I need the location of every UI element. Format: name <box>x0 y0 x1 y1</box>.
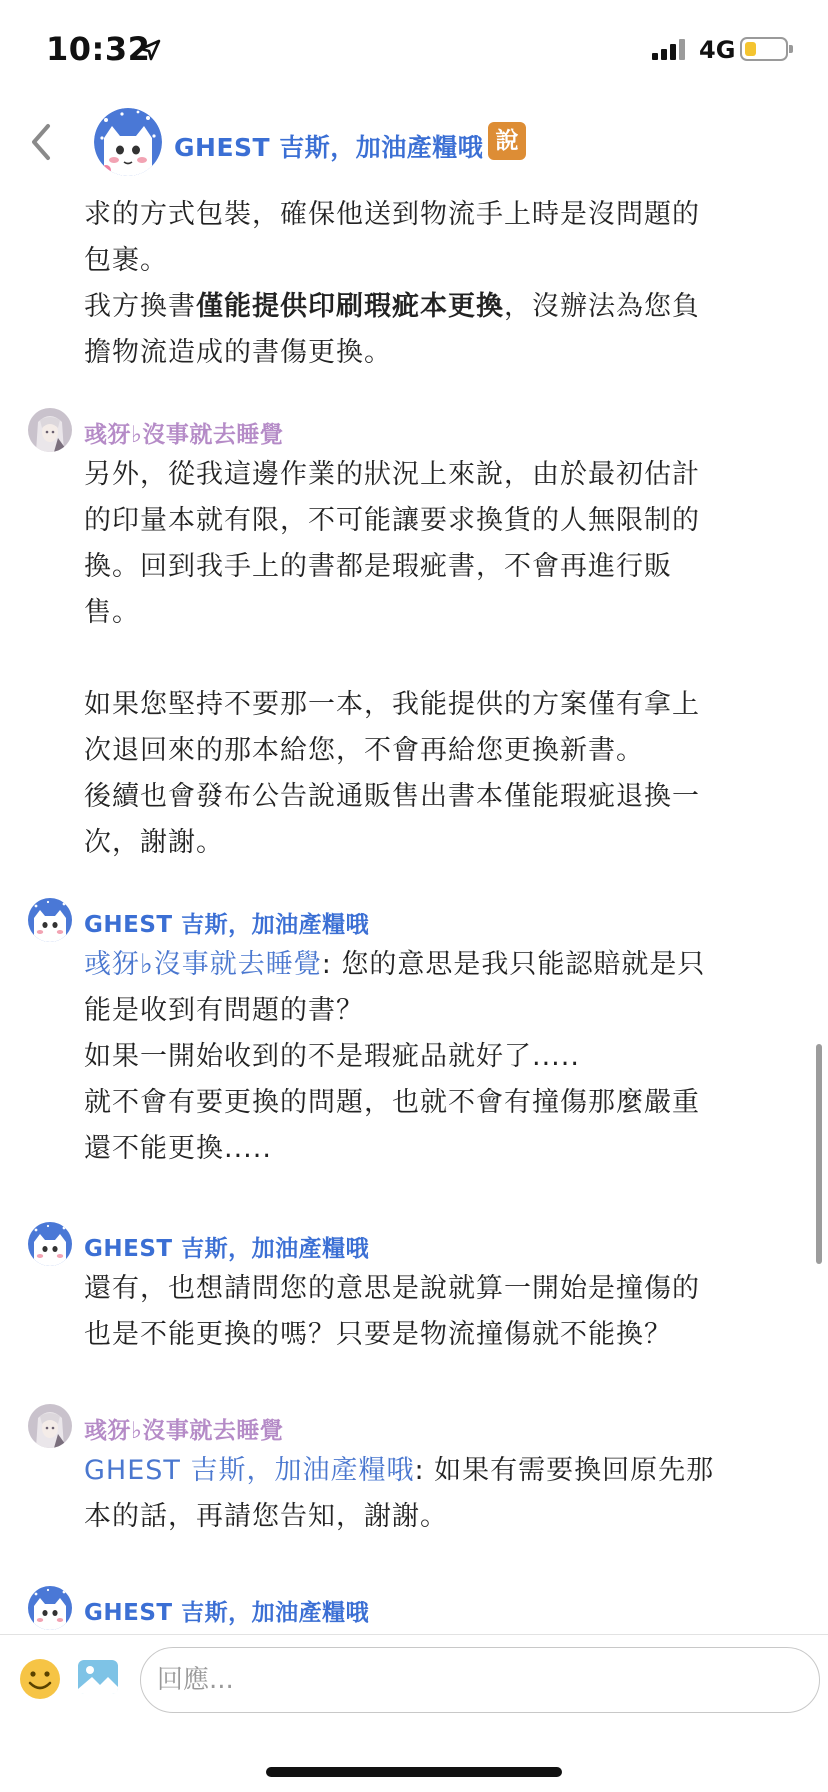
op-badge: 說 <box>488 122 526 160</box>
comment-header <box>28 1586 808 1630</box>
user-avatar[interactable] <box>28 1222 72 1266</box>
comment-header <box>28 1404 808 1448</box>
comment-author[interactable]: GHEST 吉斯，加油產糧哦 <box>84 1236 370 1262</box>
status-bar <box>0 0 828 100</box>
comment-body: 彧犽♭沒事就去睡覺: 您的意思是我只能認賠就是只 能是收到有問題的書？ 如果一開始收到的不是瑕疵品就好了..... 就不會有要更換的問題，也就不會有撞傷那麼嚴重 還不能更換..... <box>84 949 706 1164</box>
comment-header <box>28 898 808 942</box>
mention-link[interactable]: 彧犽♭沒事就去睡覺 <box>84 949 322 980</box>
reply-input[interactable] <box>140 1647 820 1713</box>
comment-author[interactable]: 彧犽♭沒事就去睡覺 <box>84 1418 284 1444</box>
user-avatar[interactable] <box>28 408 72 452</box>
home-indicator <box>266 1767 562 1777</box>
header-avatar[interactable] <box>94 108 162 176</box>
thread-header <box>0 100 828 188</box>
location-arrow-icon <box>138 38 162 62</box>
header-author-name[interactable]: GHEST 吉斯，加油產糧哦 <box>174 133 484 162</box>
comment-body: 求的方式包裝，確保他送到物流手上時是沒問題的 包裹。 我方換書僅能提供印刷瑕疵本更換，沒辦法為您負 擔物流造成的書傷更換。 <box>84 199 700 368</box>
comment-header <box>28 1222 808 1266</box>
signal-icon <box>652 38 688 60</box>
emoji-icon[interactable] <box>18 1657 62 1701</box>
user-avatar[interactable] <box>28 898 72 942</box>
mention-link[interactable]: GHEST 吉斯，加油產糧哦 <box>84 1455 415 1486</box>
user-avatar[interactable] <box>28 1404 72 1448</box>
comment-body: 還有，也想請問您的意思是說就算一開始是撞傷的 也是不能更換的嗎？只要是物流撞傷就不能換？ <box>84 1273 700 1350</box>
image-upload-icon[interactable] <box>76 1655 120 1699</box>
comment-author[interactable]: GHEST 吉斯，加油產糧哦 <box>84 1600 370 1626</box>
battery-icon <box>740 37 788 61</box>
comment-body: 另外，從我這邊作業的狀況上來說，由於最初估計 的印量本就有限，不可能讓要求換貨的人無限制的 換。回到我手上的書都是瑕疵書，不會再進行販 售。 如果您堅持不要那一本，我能提供的方案僅有拿上 次退回來的那本給您，不會再給您更換新書。 後續也會發布公告說通販售出書本僅能瑕疵退換一 次，謝謝。 <box>84 459 700 858</box>
comment-header <box>28 408 808 452</box>
reply-composer <box>0 1634 828 1792</box>
comment-body: GHEST 吉斯，加油產糧哦: 如果有需要換回原先那 本的話，再請您告知，謝謝。 <box>84 1455 715 1532</box>
user-avatar[interactable] <box>28 1586 72 1630</box>
comment-author[interactable]: 彧犽♭沒事就去睡覺 <box>84 422 284 448</box>
status-time: 10:32 <box>46 30 151 68</box>
scrollbar[interactable] <box>816 1044 822 1264</box>
network-type: 4G <box>699 36 736 64</box>
comment-author[interactable]: GHEST 吉斯，加油產糧哦 <box>84 912 370 938</box>
back-chevron-icon[interactable] <box>26 120 56 164</box>
